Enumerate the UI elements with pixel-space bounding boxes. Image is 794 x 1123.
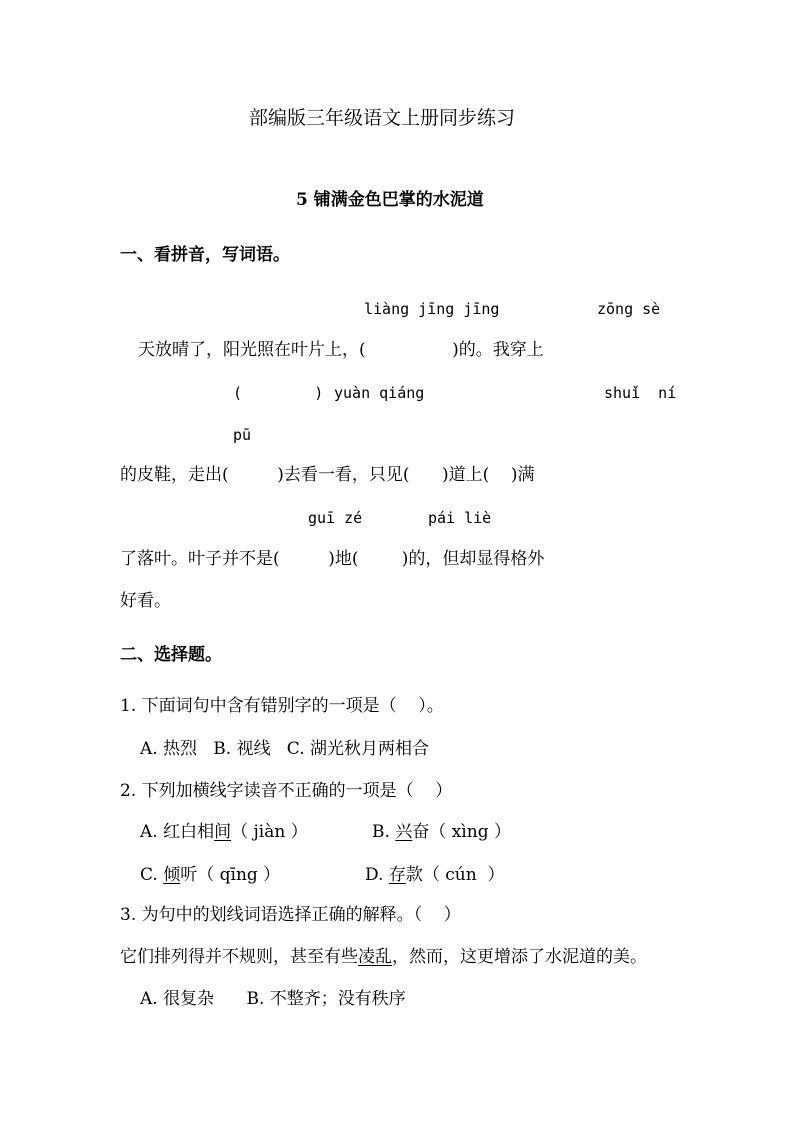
section1-heading: 一、看拼音，写词语。	[120, 245, 290, 265]
page-title: 部编版三年级语文上册同步练习	[249, 107, 516, 129]
question-2: 2. 下列加横线字读音不正确的一项是（ ）	[120, 781, 453, 801]
question-1: 1. 下面词句中含有错别字的一项是（ ）。	[120, 696, 444, 716]
question-3: 3. 为句中的划线词语选择正确的解释。（ ）	[120, 905, 461, 925]
pinyin-yuan-qiang: yuàn qiáng	[334, 384, 425, 402]
lesson-title: 5 铺满金色巴掌的水泥道	[296, 190, 484, 210]
question-2-option-c: C. 倾听（ qīng ）	[140, 865, 281, 885]
passage-line-2: 的皮鞋，走出( )去看一看，只见( )道上( )满	[120, 465, 535, 485]
underlined-word: 凌乱	[358, 947, 392, 967]
section2-heading: 二、选择题。	[120, 645, 222, 665]
pinyin-pai-lie: pái liè	[428, 509, 492, 527]
passage-line-1: 天放晴了，阳光照在叶片上，( )的。我穿上	[138, 340, 544, 360]
pinyin-gui-ze: guī zé	[308, 509, 363, 527]
question-2-option-d: D. 存款（ cún ）	[365, 865, 505, 885]
question-1-options: A. 热烈 B. 视线 C. 湖光秋月两相合	[140, 739, 430, 759]
question-2-option-a: A. 红白相间（ jiàn ）	[140, 822, 308, 842]
blank-row-2: ( )	[233, 384, 324, 402]
question-3-sentence: 它们排列得并不规则，甚至有些凌乱，然而，这更增添了水泥道的美。	[120, 947, 647, 967]
question-2-option-b: B. 兴奋（ xìng ）	[372, 822, 511, 842]
pinyin-shui-ni: shuǐ ní	[604, 384, 677, 402]
question-3-options: A. 很复杂 B. 不整齐；没有秩序	[140, 989, 406, 1009]
pinyin-pu: pū	[233, 426, 252, 444]
passage-line-4: 好看。	[120, 591, 171, 611]
underlined-char: 兴	[395, 822, 413, 842]
pinyin-zong-se: zōng sè	[597, 300, 661, 318]
passage-line-3: 了落叶。叶子并不是( )地( )的，但却显得格外	[120, 549, 545, 569]
underlined-char: 倾	[163, 865, 181, 885]
underlined-char: 存	[388, 865, 406, 885]
pinyin-liang-jing-jing: liàng jīng jīng	[364, 300, 500, 318]
underlined-char: 间	[214, 822, 232, 842]
